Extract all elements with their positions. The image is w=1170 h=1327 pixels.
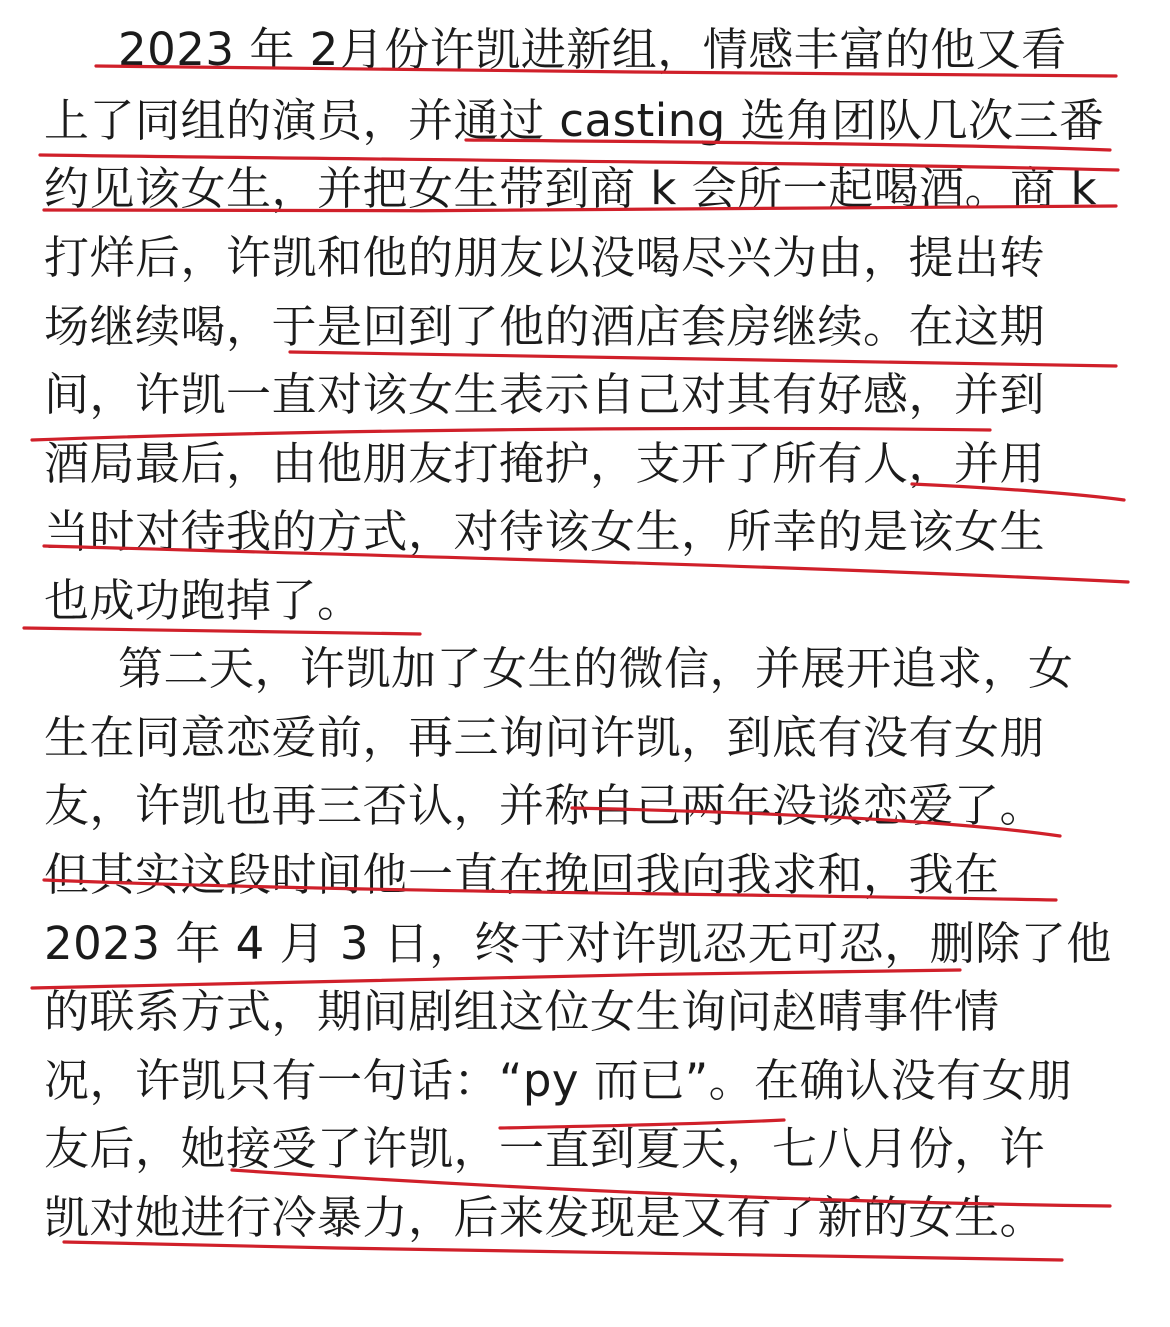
text-line-17: 友后，她接受了许凯，一直到夏天，七八月份，许 (44, 1122, 1046, 1175)
text-line-18: 凯对她进行冷暴力，后来发现是又有了新的女生。 (44, 1191, 1046, 1244)
text-line-10: 第二天，许凯加了女生的微信，并展开追求，女 (118, 642, 1074, 695)
text-line-14: 2023 年 4 月 3 日，终于对许凯忍无可忍，删除了他 (44, 917, 1112, 970)
text-line-11: 生在同意恋爱前，再三询问许凯，到底有没有女朋 (44, 711, 1046, 764)
text-line-2: 上了同组的演员，并通过 casting 选角团队几次三番 (44, 94, 1105, 147)
text-line-5: 场继续喝，于是回到了他的酒店套房继续。在这期 (44, 300, 1046, 353)
text-line-4: 打烊后，许凯和他的朋友以没喝尽兴为由，提出转 (44, 231, 1046, 284)
text-line-15: 的联系方式，期间剧组这位女生询问赵晴事件情 (44, 985, 1000, 1038)
text-line-1: 2023 年 2月份许凯进新组，情感丰富的他又看 (118, 23, 1067, 76)
text-line-13: 但其实这段时间他一直在挽回我向我求和，我在 (44, 848, 1000, 901)
text-line-12: 友，许凯也再三否认，并称自己两年没谈恋爱了。 (44, 779, 1046, 832)
text-line-16: 况，许凯只有一句话：“py 而已”。在确认没有女朋 (44, 1054, 1073, 1107)
text-line-8: 当时对待我的方式，对待该女生，所幸的是该女生 (44, 505, 1046, 558)
text-line-3: 约见该女生，并把女生带到商 k 会所一起喝酒。商 k (44, 162, 1098, 215)
text-line-7: 酒局最后，由他朋友打掩护，支开了所有人，并用 (44, 437, 1046, 490)
text-line-9: 也成功跑掉了。 (44, 574, 363, 627)
text-line-6: 间，许凯一直对该女生表示自己对其有好感，并到 (44, 368, 1046, 421)
